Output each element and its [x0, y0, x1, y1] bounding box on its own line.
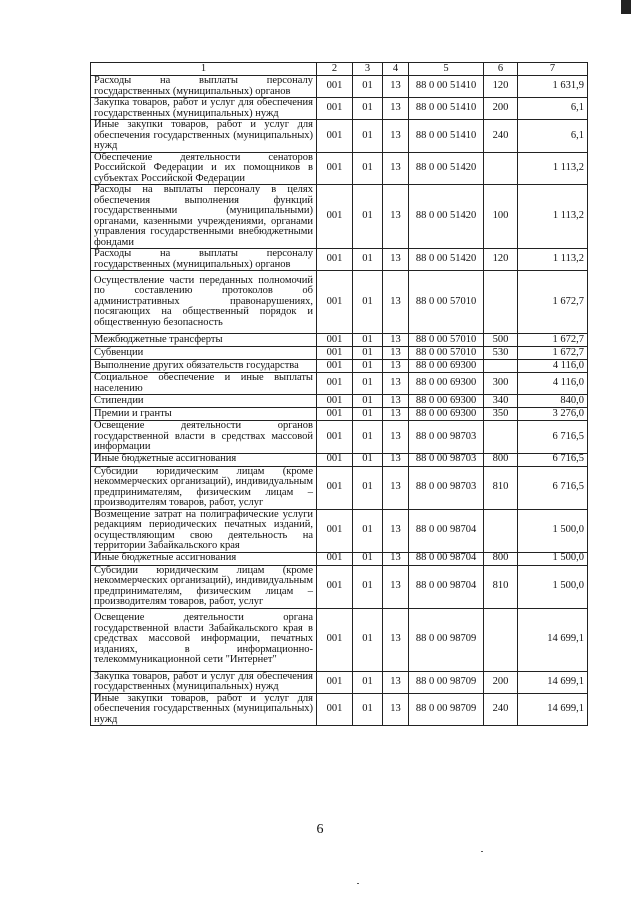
- row-cell-c6: 200: [484, 671, 518, 693]
- row-cell-c5: 88 0 00 57010: [409, 334, 484, 347]
- column-header: 6: [484, 63, 518, 76]
- row-cell-c5: 88 0 00 69300: [409, 373, 484, 395]
- row-cell-c3: 01: [353, 565, 383, 608]
- row-cell-c4: 13: [383, 671, 409, 693]
- row-cell-c5: 88 0 00 98703: [409, 466, 484, 509]
- row-cell-c7: 14 699,1: [518, 693, 588, 726]
- row-cell-c2: 001: [317, 608, 353, 671]
- row-cell-c7: 4 116,0: [518, 360, 588, 373]
- row-cell-c2: 001: [317, 271, 353, 334]
- row-cell-c5: 88 0 00 51420: [409, 152, 484, 185]
- scan-corner-mark: [621, 0, 631, 14]
- row-cell-c3: 01: [353, 552, 383, 565]
- row-cell-c7: 6 716,5: [518, 453, 588, 466]
- row-description: Закупка товаров, работ и услуг для обеспечения государственных (муниципальных) нужд: [91, 671, 317, 693]
- row-cell-c4: 13: [383, 509, 409, 552]
- row-description: Расходы на выплаты персоналу государственных (муниципальных) органов: [91, 249, 317, 271]
- row-cell-c3: 01: [353, 421, 383, 454]
- row-cell-c3: 01: [353, 334, 383, 347]
- row-cell-c5: 88 0 00 51420: [409, 185, 484, 249]
- column-header: 2: [317, 63, 353, 76]
- row-description: Расходы на выплаты персоналу в целях обеспечения выполнения функций государственными (муниципальными) органами, казенными учреждениями, органами управления государственными внебюджетными фондами: [91, 185, 317, 249]
- table-row: [91, 565, 588, 608]
- row-cell-c7: 14 699,1: [518, 608, 588, 671]
- row-cell-c2: 001: [317, 408, 353, 421]
- row-description: Премии и гранты: [91, 408, 317, 421]
- table-row: [91, 421, 588, 454]
- row-cell-c5: 88 0 00 57010: [409, 347, 484, 360]
- table-row: [91, 552, 588, 565]
- row-cell-c6: 500: [484, 334, 518, 347]
- row-cell-c6: 350: [484, 408, 518, 421]
- row-cell-c2: 001: [317, 120, 353, 153]
- table-header-row: [91, 63, 588, 76]
- row-cell-c6: [484, 421, 518, 454]
- row-cell-c7: 6,1: [518, 120, 588, 153]
- row-description: Субсидии юридическим лицам (кроме некоммерческих организаций), индивидуальным предпринимателям, физическим лицам – производителям товаров, работ, услуг: [91, 565, 317, 608]
- row-cell-c4: 13: [383, 347, 409, 360]
- row-cell-c4: 13: [383, 152, 409, 185]
- table-row: [91, 360, 588, 373]
- row-cell-c3: 01: [353, 453, 383, 466]
- row-cell-c5: 88 0 00 69300: [409, 408, 484, 421]
- table-row: [91, 271, 588, 334]
- row-cell-c3: 01: [353, 76, 383, 98]
- table-row: [91, 466, 588, 509]
- row-cell-c2: 001: [317, 76, 353, 98]
- row-description: Выполнение других обязательств государства: [91, 360, 317, 373]
- row-cell-c4: 13: [383, 373, 409, 395]
- row-cell-c6: 120: [484, 249, 518, 271]
- scan-speck: [357, 883, 359, 884]
- row-cell-c2: 001: [317, 421, 353, 454]
- row-cell-c4: 13: [383, 421, 409, 454]
- table-row: [91, 185, 588, 249]
- row-cell-c4: 13: [383, 334, 409, 347]
- row-cell-c2: 001: [317, 693, 353, 726]
- row-cell-c7: 1 113,2: [518, 152, 588, 185]
- row-cell-c6: 100: [484, 185, 518, 249]
- table-row: [91, 608, 588, 671]
- row-cell-c2: 001: [317, 249, 353, 271]
- row-description: Осуществление части переданных полномочий по составлению протоколов об административных правонарушениях, посягающих на общественный порядок и общественную безопасность: [91, 271, 317, 334]
- scan-speck: [481, 851, 483, 852]
- row-cell-c4: 13: [383, 552, 409, 565]
- row-cell-c6: 530: [484, 347, 518, 360]
- row-cell-c6: 200: [484, 98, 518, 120]
- row-cell-c7: 14 699,1: [518, 671, 588, 693]
- row-description: Иные бюджетные ассигнования: [91, 453, 317, 466]
- row-cell-c3: 01: [353, 693, 383, 726]
- row-cell-c4: 13: [383, 360, 409, 373]
- row-cell-c5: 88 0 00 51410: [409, 98, 484, 120]
- row-cell-c7: 6 716,5: [518, 466, 588, 509]
- table-row: [91, 334, 588, 347]
- table-row: [91, 120, 588, 153]
- table-row: [91, 693, 588, 726]
- row-description: Субсидии юридическим лицам (кроме некоммерческих организаций), индивидуальным предпринимателям, физическим лицам – производителям товаров, работ, услуг: [91, 466, 317, 509]
- row-cell-c5: 88 0 00 69300: [409, 360, 484, 373]
- row-cell-c5: 88 0 00 98704: [409, 565, 484, 608]
- row-cell-c2: 001: [317, 347, 353, 360]
- row-cell-c2: 001: [317, 453, 353, 466]
- table-row: [91, 249, 588, 271]
- row-cell-c3: 01: [353, 347, 383, 360]
- row-cell-c6: 300: [484, 373, 518, 395]
- row-cell-c2: 001: [317, 373, 353, 395]
- row-cell-c6: 120: [484, 76, 518, 98]
- row-cell-c2: 001: [317, 466, 353, 509]
- row-cell-c7: 1 113,2: [518, 249, 588, 271]
- row-cell-c3: 01: [353, 671, 383, 693]
- row-cell-c4: 13: [383, 76, 409, 98]
- row-cell-c5: 88 0 00 57010: [409, 271, 484, 334]
- table-row: [91, 395, 588, 408]
- row-cell-c2: 001: [317, 552, 353, 565]
- row-cell-c4: 13: [383, 185, 409, 249]
- row-cell-c7: 1 672,7: [518, 334, 588, 347]
- row-cell-c6: 810: [484, 466, 518, 509]
- column-header: 3: [353, 63, 383, 76]
- table-row: [91, 347, 588, 360]
- table-row: [91, 152, 588, 185]
- row-cell-c5: 88 0 00 98704: [409, 509, 484, 552]
- row-description: Освещение деятельности органа государственной власти Забайкальского края в средствах массовой информации, печатных изданиях, в информационно-телекоммуникационной сети "Интернет": [91, 608, 317, 671]
- row-cell-c4: 13: [383, 453, 409, 466]
- row-cell-c7: 4 116,0: [518, 373, 588, 395]
- column-header: 5: [409, 63, 484, 76]
- row-description: Возмещение затрат на полиграфические услуги редакциям периодических печатных изданий, осуществляющим свою деятельность на территории Забайкальского края: [91, 509, 317, 552]
- row-cell-c4: 13: [383, 466, 409, 509]
- row-cell-c7: 1 113,2: [518, 185, 588, 249]
- row-description: Межбюджетные трансферты: [91, 334, 317, 347]
- row-cell-c6: 810: [484, 565, 518, 608]
- row-cell-c6: [484, 608, 518, 671]
- row-description: Обеспечение деятельности сенаторов Российской Федерации и их помощников в субъектах Российской Федерации: [91, 152, 317, 185]
- row-cell-c3: 01: [353, 249, 383, 271]
- row-description: Иные бюджетные ассигнования: [91, 552, 317, 565]
- row-cell-c5: 88 0 00 98704: [409, 552, 484, 565]
- row-cell-c3: 01: [353, 120, 383, 153]
- row-cell-c3: 01: [353, 152, 383, 185]
- row-cell-c3: 01: [353, 373, 383, 395]
- row-cell-c3: 01: [353, 466, 383, 509]
- row-cell-c4: 13: [383, 98, 409, 120]
- row-cell-c4: 13: [383, 408, 409, 421]
- row-cell-c4: 13: [383, 693, 409, 726]
- row-cell-c7: 1 500,0: [518, 509, 588, 552]
- row-cell-c6: 340: [484, 395, 518, 408]
- budget-table: [90, 62, 588, 726]
- row-cell-c2: 001: [317, 152, 353, 185]
- row-cell-c5: 88 0 00 98703: [409, 453, 484, 466]
- row-cell-c6: 800: [484, 453, 518, 466]
- row-cell-c7: 1 672,7: [518, 271, 588, 334]
- row-cell-c5: 88 0 00 98709: [409, 693, 484, 726]
- row-cell-c3: 01: [353, 98, 383, 120]
- row-cell-c5: 88 0 00 98709: [409, 671, 484, 693]
- row-cell-c6: [484, 360, 518, 373]
- row-cell-c7: 1 631,9: [518, 76, 588, 98]
- row-cell-c7: 3 276,0: [518, 408, 588, 421]
- row-description: Субвенции: [91, 347, 317, 360]
- row-cell-c7: 840,0: [518, 395, 588, 408]
- table-row: [91, 671, 588, 693]
- row-cell-c6: 240: [484, 693, 518, 726]
- row-description: Стипендии: [91, 395, 317, 408]
- table-row: [91, 76, 588, 98]
- row-cell-c4: 13: [383, 120, 409, 153]
- table-row: [91, 373, 588, 395]
- column-header: 1: [91, 63, 317, 76]
- table-row: [91, 98, 588, 120]
- row-description: Иные закупки товаров, работ и услуг для обеспечения государственных (муниципальных) нужд: [91, 120, 317, 153]
- row-description: Освещение деятельности органов государственной власти в средствах массовой информации: [91, 421, 317, 454]
- row-cell-c4: 13: [383, 608, 409, 671]
- row-cell-c7: 1 500,0: [518, 565, 588, 608]
- row-cell-c7: 1 500,0: [518, 552, 588, 565]
- table-row: [91, 453, 588, 466]
- table-row: [91, 509, 588, 552]
- row-cell-c6: [484, 509, 518, 552]
- row-cell-c2: 001: [317, 565, 353, 608]
- row-cell-c6: 800: [484, 552, 518, 565]
- row-cell-c2: 001: [317, 360, 353, 373]
- row-description: Расходы на выплаты персоналу государственных (муниципальных) органов: [91, 76, 317, 98]
- row-cell-c5: 88 0 00 98709: [409, 608, 484, 671]
- row-cell-c6: [484, 152, 518, 185]
- row-description: Иные закупки товаров, работ и услуг для обеспечения государственных (муниципальных) нужд: [91, 693, 317, 726]
- row-cell-c2: 001: [317, 509, 353, 552]
- row-cell-c6: 240: [484, 120, 518, 153]
- row-cell-c2: 001: [317, 671, 353, 693]
- page-number: 6: [316, 822, 324, 837]
- row-description: Социальное обеспечение и иные выплаты населению: [91, 373, 317, 395]
- table-row: [91, 408, 588, 421]
- column-header: 7: [518, 63, 588, 76]
- row-cell-c5: 88 0 00 51410: [409, 76, 484, 98]
- row-cell-c2: 001: [317, 395, 353, 408]
- row-cell-c2: 001: [317, 185, 353, 249]
- row-cell-c2: 001: [317, 98, 353, 120]
- row-description: Закупка товаров, работ и услуг для обеспечения государственных (муниципальных) нужд: [91, 98, 317, 120]
- column-header: 4: [383, 63, 409, 76]
- row-cell-c3: 01: [353, 509, 383, 552]
- row-cell-c4: 13: [383, 395, 409, 408]
- row-cell-c5: 88 0 00 51410: [409, 120, 484, 153]
- row-cell-c3: 01: [353, 360, 383, 373]
- row-cell-c4: 13: [383, 565, 409, 608]
- row-cell-c5: 88 0 00 51420: [409, 249, 484, 271]
- row-cell-c4: 13: [383, 271, 409, 334]
- row-cell-c7: 6 716,5: [518, 421, 588, 454]
- row-cell-c3: 01: [353, 408, 383, 421]
- row-cell-c3: 01: [353, 395, 383, 408]
- row-cell-c7: 6,1: [518, 98, 588, 120]
- row-cell-c4: 13: [383, 249, 409, 271]
- row-cell-c6: [484, 271, 518, 334]
- row-cell-c3: 01: [353, 185, 383, 249]
- row-cell-c7: 1 672,7: [518, 347, 588, 360]
- row-cell-c5: 88 0 00 98703: [409, 421, 484, 454]
- row-cell-c3: 01: [353, 271, 383, 334]
- row-cell-c2: 001: [317, 334, 353, 347]
- row-cell-c3: 01: [353, 608, 383, 671]
- row-cell-c5: 88 0 00 69300: [409, 395, 484, 408]
